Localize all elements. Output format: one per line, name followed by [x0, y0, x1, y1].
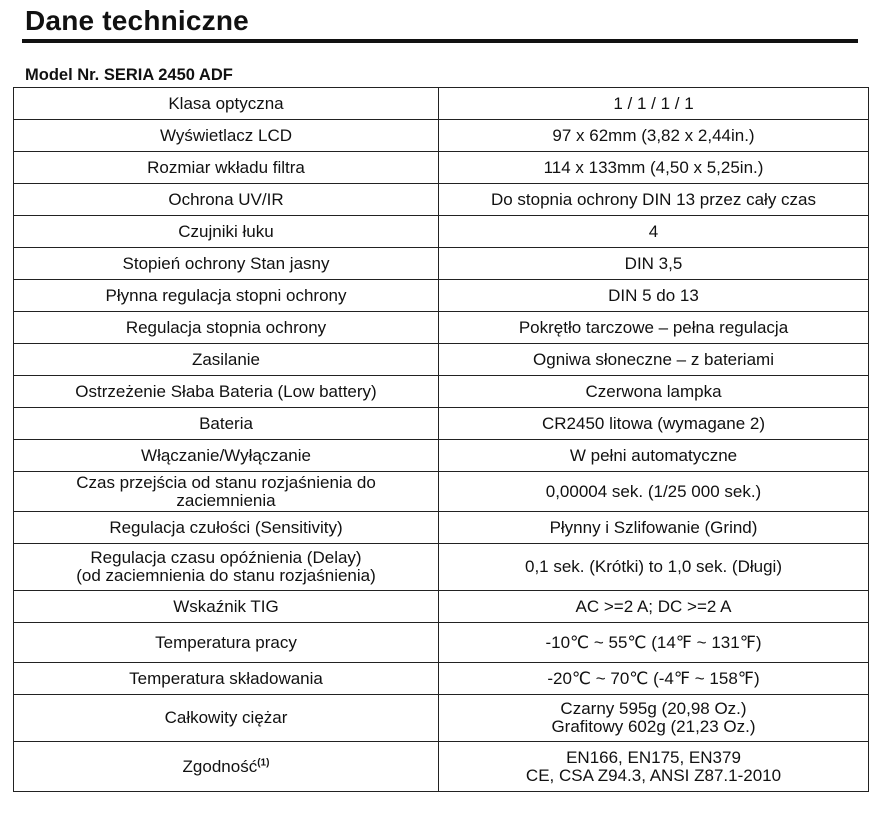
spec-value: -20℃ ~ 70℃ (-4℉ ~ 158℉) — [439, 663, 869, 695]
spec-label: Rozmiar wkładu filtra — [14, 152, 439, 184]
table-row — [14, 184, 869, 216]
spec-value: 1 / 1 / 1 / 1 — [439, 88, 869, 120]
spec-value: 97 x 62mm (3,82 x 2,44in.) — [439, 120, 869, 152]
table-row — [14, 88, 869, 120]
spec-label: Całkowity ciężar — [14, 695, 439, 742]
table-row — [14, 248, 869, 280]
title-divider — [22, 39, 858, 43]
footnote-marker: (1) — [257, 756, 270, 768]
spec-value: AC >=2 A; DC >=2 A — [439, 591, 869, 623]
spec-value-line: Czarny 595g (20,98 Oz.) — [560, 699, 747, 718]
spec-value: Płynny i Szlifowanie (Grind) — [439, 512, 869, 544]
table-row — [14, 512, 869, 544]
spec-label: Bateria — [14, 408, 439, 440]
spec-value — [439, 742, 869, 792]
table-row — [14, 216, 869, 248]
spec-label-line: (od zaciemnienia do stanu rozjaśnienia) — [76, 566, 376, 585]
spec-value-line: EN166, EN175, EN379 — [566, 747, 741, 767]
table-row — [14, 408, 869, 440]
spec-value: 0,00004 sek. (1/25 000 sek.) — [439, 472, 869, 512]
spec-value: Pokrętło tarczowe – pełna regulacja — [439, 312, 869, 344]
spec-label: Czujniki łuku — [14, 216, 439, 248]
table-row — [14, 623, 869, 663]
spec-label: Klasa optyczna — [14, 88, 439, 120]
spec-label-line: Regulacja czasu opóźnienia (Delay) — [90, 548, 362, 567]
spec-label-text: Zgodność — [182, 756, 258, 776]
spec-value — [439, 695, 869, 742]
spec-label — [14, 472, 439, 512]
spec-value: Do stopnia ochrony DIN 13 przez cały czas — [439, 184, 869, 216]
spec-label-line: zaciemnienia — [176, 490, 276, 510]
spec-value: CR2450 litowa (wymagane 2) — [439, 408, 869, 440]
table-row — [14, 591, 869, 623]
table-row — [14, 742, 869, 792]
table-row — [14, 695, 869, 742]
table-row — [14, 440, 869, 472]
spec-label: Ochrona UV/IR — [14, 184, 439, 216]
spec-label: Wyświetlacz LCD — [14, 120, 439, 152]
spec-value: -10℃ ~ 55℃ (14℉ ~ 131℉) — [439, 623, 869, 663]
spec-table — [13, 87, 869, 792]
spec-label: Ostrzeżenie Słaba Bateria (Low battery) — [14, 376, 439, 408]
table-row — [14, 120, 869, 152]
table-row — [14, 312, 869, 344]
spec-label: Stopień ochrony Stan jasny — [14, 248, 439, 280]
spec-value: 0,1 sek. (Krótki) to 1,0 sek. (Długi) — [439, 544, 869, 591]
table-row — [14, 152, 869, 184]
table-row — [14, 344, 869, 376]
spec-label-line: Czas przejścia od stanu rozjaśnienia do — [76, 472, 376, 492]
table-row — [14, 280, 869, 312]
table-row — [14, 376, 869, 408]
spec-label: Regulacja czułości (Sensitivity) — [14, 512, 439, 544]
spec-value-line: Grafitowy 602g (21,23 Oz.) — [551, 717, 756, 736]
page-title: Dane techniczne — [25, 5, 249, 36]
spec-label — [14, 544, 439, 591]
table-row — [14, 472, 869, 512]
spec-label: Włączanie/Wyłączanie — [14, 440, 439, 472]
spec-label: Wskaźnik TIG — [14, 591, 439, 623]
spec-label: Płynna regulacja stopni ochrony — [14, 280, 439, 312]
spec-value: 4 — [439, 216, 869, 248]
spec-value: W pełni automatyczne — [439, 440, 869, 472]
spec-value: 114 x 133mm (4,50 x 5,25in.) — [439, 152, 869, 184]
spec-label: Temperatura pracy — [14, 623, 439, 663]
table-row — [14, 663, 869, 695]
spec-value: DIN 5 do 13 — [439, 280, 869, 312]
table-row — [14, 544, 869, 591]
spec-label: Zasilanie — [14, 344, 439, 376]
model-number-heading: Model Nr. SERIA 2450 ADF — [25, 66, 233, 84]
spec-value: Czerwona lampka — [439, 376, 869, 408]
spec-value: Ogniwa słoneczne – z bateriami — [439, 344, 869, 376]
spec-label: Regulacja stopnia ochrony — [14, 312, 439, 344]
spec-label: Temperatura składowania — [14, 663, 439, 695]
spec-value: DIN 3,5 — [439, 248, 869, 280]
spec-value-line: CE, CSA Z94.3, ANSI Z87.1-2010 — [525, 765, 782, 785]
spec-label — [14, 742, 439, 792]
